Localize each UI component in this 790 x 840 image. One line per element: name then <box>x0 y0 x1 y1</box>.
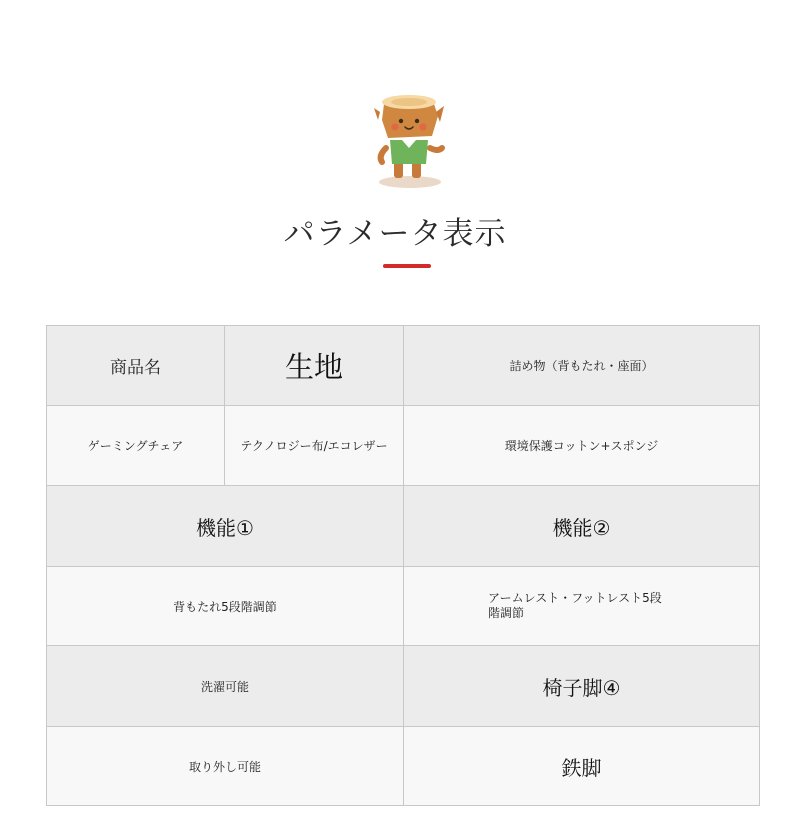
table-cell: 背もたれ5段階調節 <box>47 567 404 646</box>
title-underline <box>383 264 431 268</box>
table-cell: 椅子脚④ <box>404 646 759 727</box>
table-cell: 機能① <box>47 486 404 567</box>
parameter-table <box>46 325 760 806</box>
table-cell: 取り外し可能 <box>47 727 404 805</box>
table-cell: 環境保護コットン+スポンジ <box>404 406 759 486</box>
table-cell-text: アームレスト・フットレスト5段階調節 <box>488 591 662 620</box>
table-cell <box>404 567 759 646</box>
table-cell: ゲーミングチェア <box>47 406 225 486</box>
table-cell: 商品名 <box>47 326 225 406</box>
table-cell: 詰め物（背もたれ・座面） <box>404 326 759 406</box>
table-cell: 洗濯可能 <box>47 646 404 727</box>
table-cell: テクノロジー布/エコレザー <box>225 406 404 486</box>
page-title: パラメータ表示 <box>283 216 507 252</box>
table-cell: 鉄脚 <box>404 727 759 805</box>
table-cell: 生地 <box>225 326 404 406</box>
table-cell: 機能② <box>404 486 759 567</box>
tree-stump-mascot-icon <box>372 90 448 190</box>
